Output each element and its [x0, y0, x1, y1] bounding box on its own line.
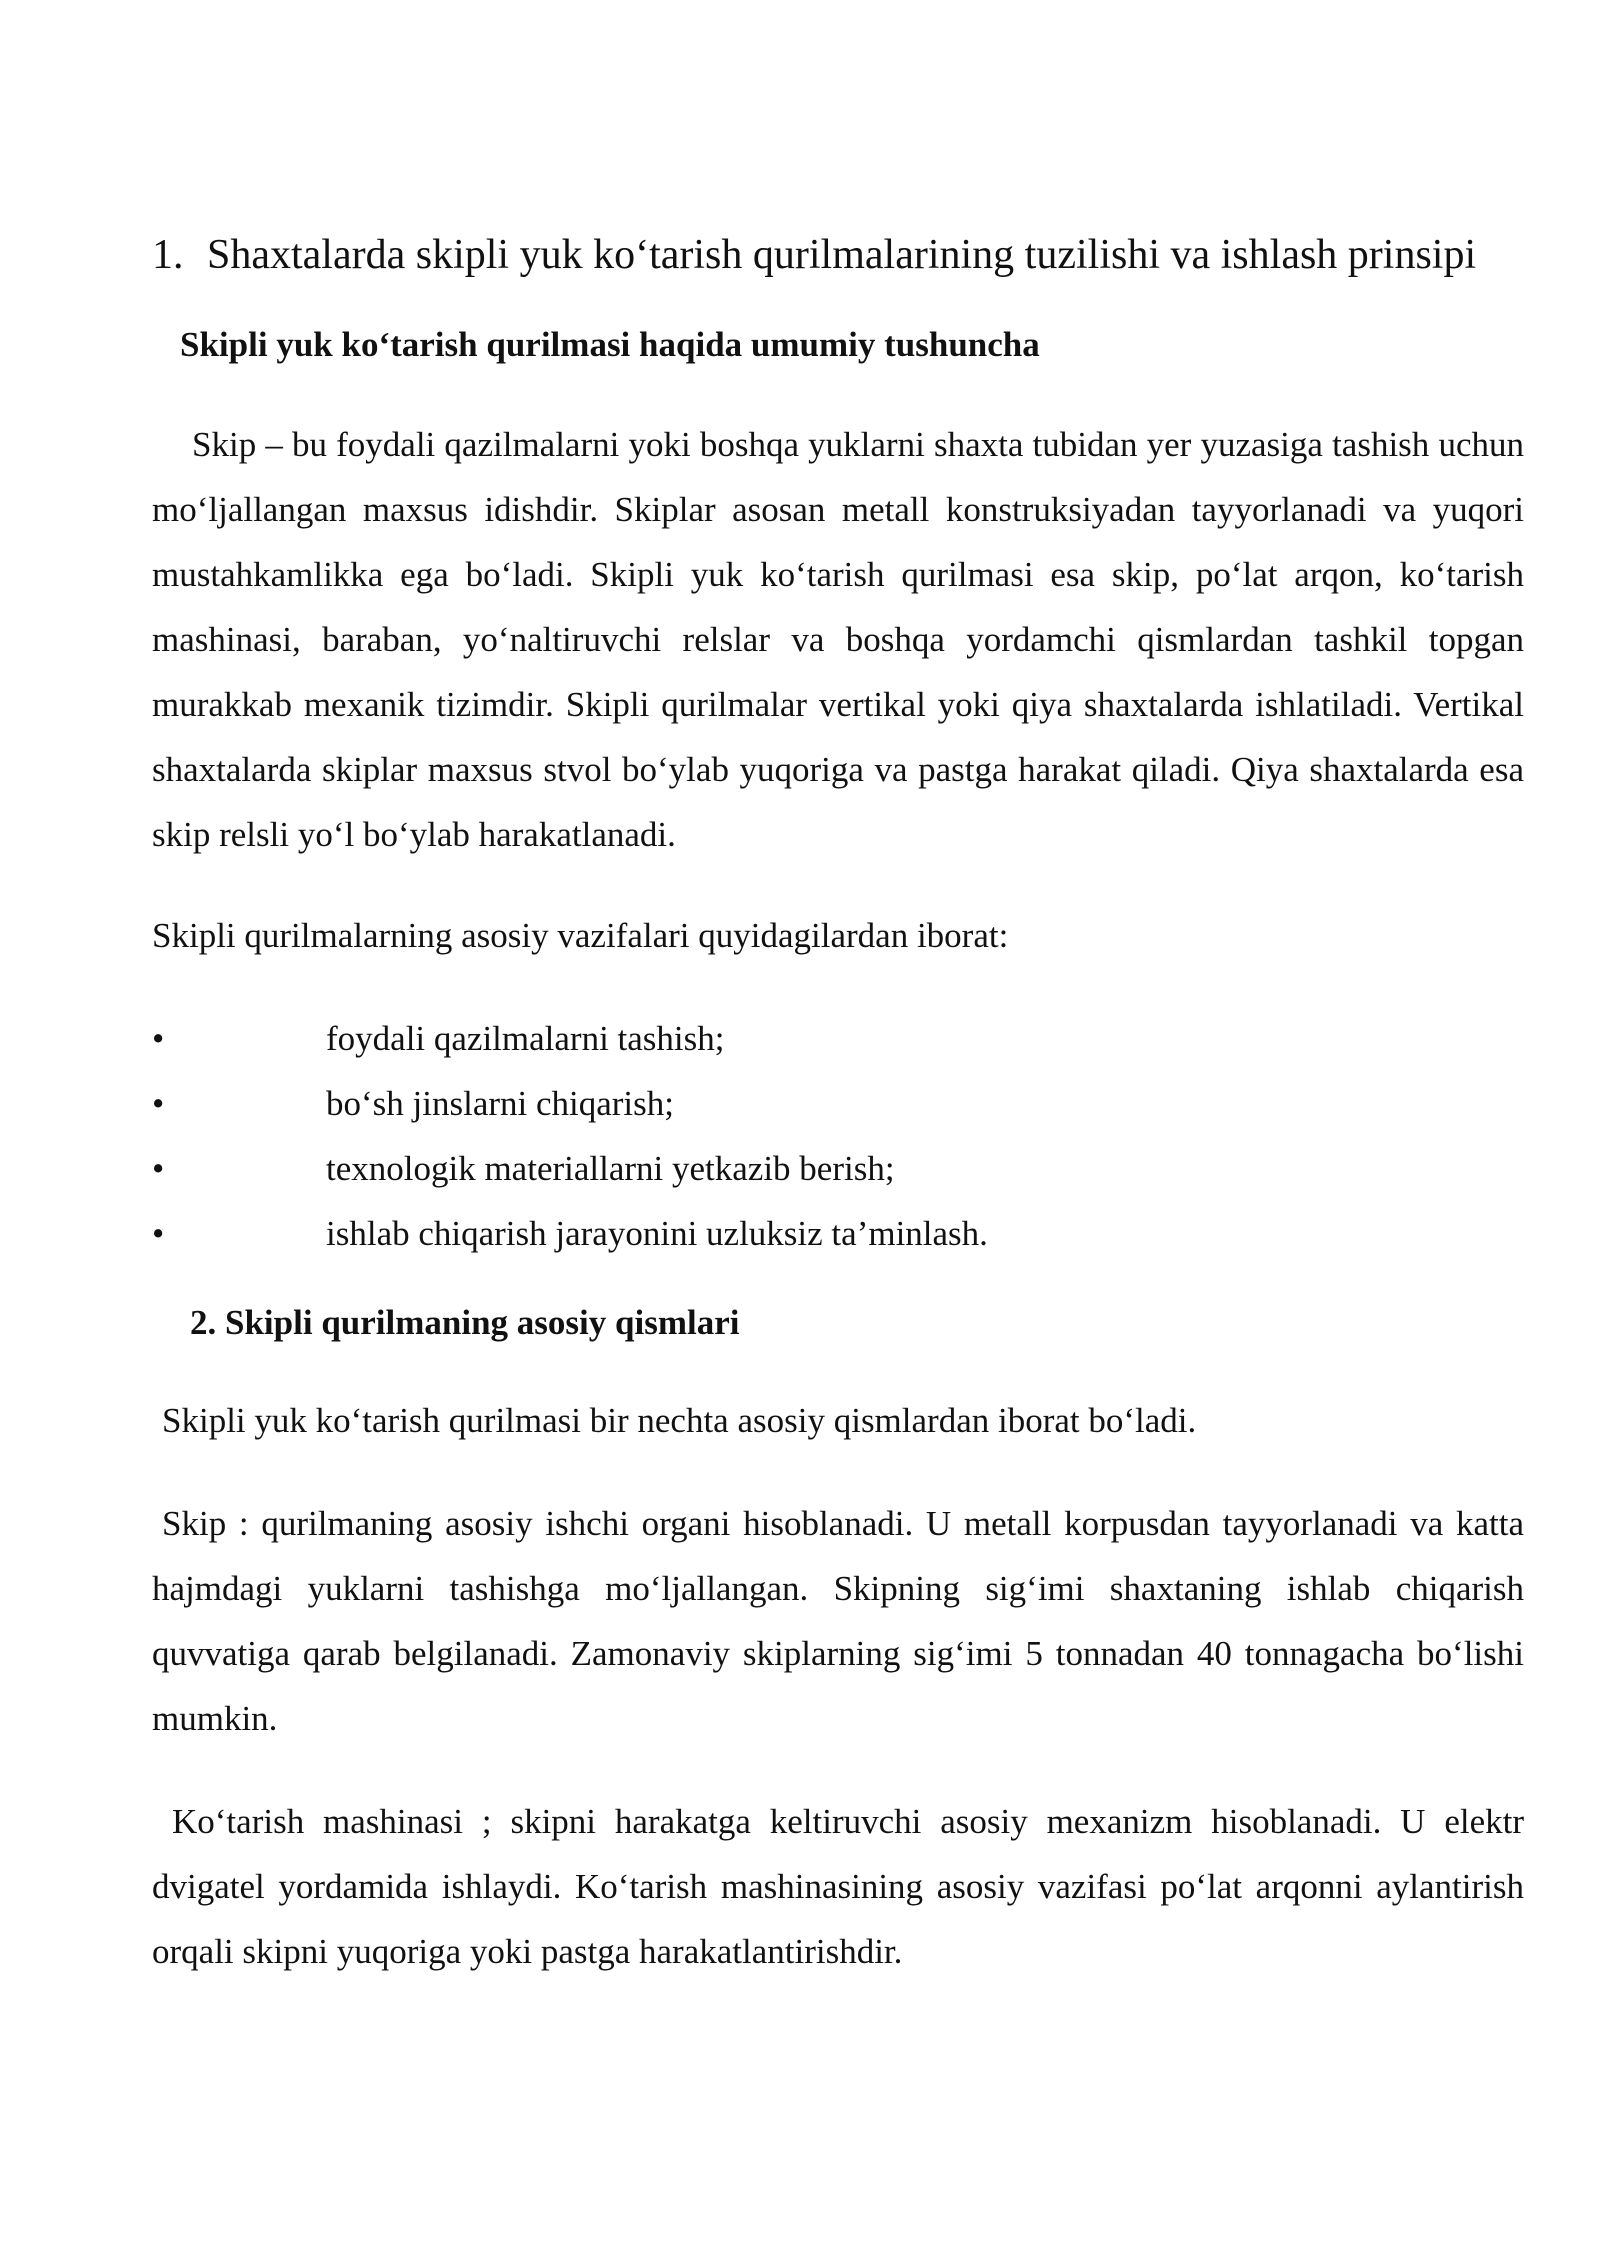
paragraph-skip-part: Skip : qurilmaning asosiy ishchi organi hisoblanadi. U metall korpusdan tayyorlanadi va katta hajmdagi yuklarni tashishga mo‘ljallangan. Skipning sig‘imi shaxtaning ishlab chiqarish quvvatiga qarab belgilanadi. Zamonaviy skiplarning sig‘imi 5 tonnadan 40 tonnagacha bo‘lishi mumkin. [152, 1504, 1524, 1738]
list-item-text: bo‘sh jinslarni chiqarish; [326, 1084, 675, 1123]
functions-list [152, 1006, 1524, 1266]
paragraph-parts-intro: Skipli yuk ko‘tarish qurilmasi bir nechta asosiy qismlardan iborat bo‘ladi. [162, 1401, 1197, 1440]
main-heading [152, 226, 1524, 284]
list-item [152, 1006, 1524, 1071]
list-item [152, 1071, 1524, 1136]
list-item [152, 1201, 1524, 1266]
section-2-heading: 2. Skipli qurilmaning asosiy qismlari [190, 1303, 740, 1342]
paragraph-hoisting-machine: Ko‘tarish mashinasi ; skipni harakatga keltiruvchi asosiy mexanizm hisoblanadi. U elektr dvigatel yordamida ishlaydi. Ko‘tarish mashinasining asosiy vazifasi po‘lat arqonni aylantirish orqali skipni yuqoriga yoki pastga harakatlantirishdir. [152, 1802, 1524, 1971]
subheading: Skipli yuk ko‘tarish qurilmasi haqida umumiy tushuncha [180, 325, 1040, 364]
list-item-text: ishlab chiqarish jarayonini uzluksiz ta’minlash. [326, 1214, 988, 1253]
heading-text: Shaxtalarda skipli yuk ko‘tarish qurilmalarining tuzilishi va ishlash prinsipi [207, 232, 1477, 278]
list-item-text: foydali qazilmalarni tashish; [326, 1019, 725, 1058]
paragraph-functions-intro: Skipli qurilmalarning asosiy vazifalari quyidagilardan iborat: [152, 916, 1009, 955]
document-content [152, 226, 1524, 1984]
bullet-icon: • [152, 1084, 165, 1123]
bullet-icon: • [152, 1019, 165, 1058]
list-item-text: texnologik materiallarni yetkazib berish; [326, 1149, 895, 1188]
heading-number: 1. [152, 232, 184, 278]
list-item [152, 1136, 1524, 1201]
bullet-icon: • [152, 1214, 165, 1253]
bullet-icon: • [152, 1149, 165, 1188]
paragraph-skip-definition: Skip – bu foydali qazilmalarni yoki boshqa yuklarni shaxta tubidan yer yuzasiga tashish uchun mo‘ljallangan maxsus idishdir. Skiplar asosan metall konstruksiyadan tayyorlanadi va yuqori mustahkamlikka ega bo‘ladi. Skipli yuk ko‘tarish qurilmasi esa skip, po‘lat arqon, ko‘tarish mashinasi, baraban, yo‘naltiruvchi relslar va boshqa yordamchi qismlardan tashkil topgan murakkab mexanik tizimdir. Skipli qurilmalar vertikal yoki qiya shaxtalarda ishlatiladi. Vertikal shaxtalarda skiplar maxsus stvol bo‘ylab yuqoriga va pastga harakat qiladi. Qiya shaxtalarda esa skip relsli yo‘l bo‘ylab harakatlanadi. [152, 425, 1524, 854]
